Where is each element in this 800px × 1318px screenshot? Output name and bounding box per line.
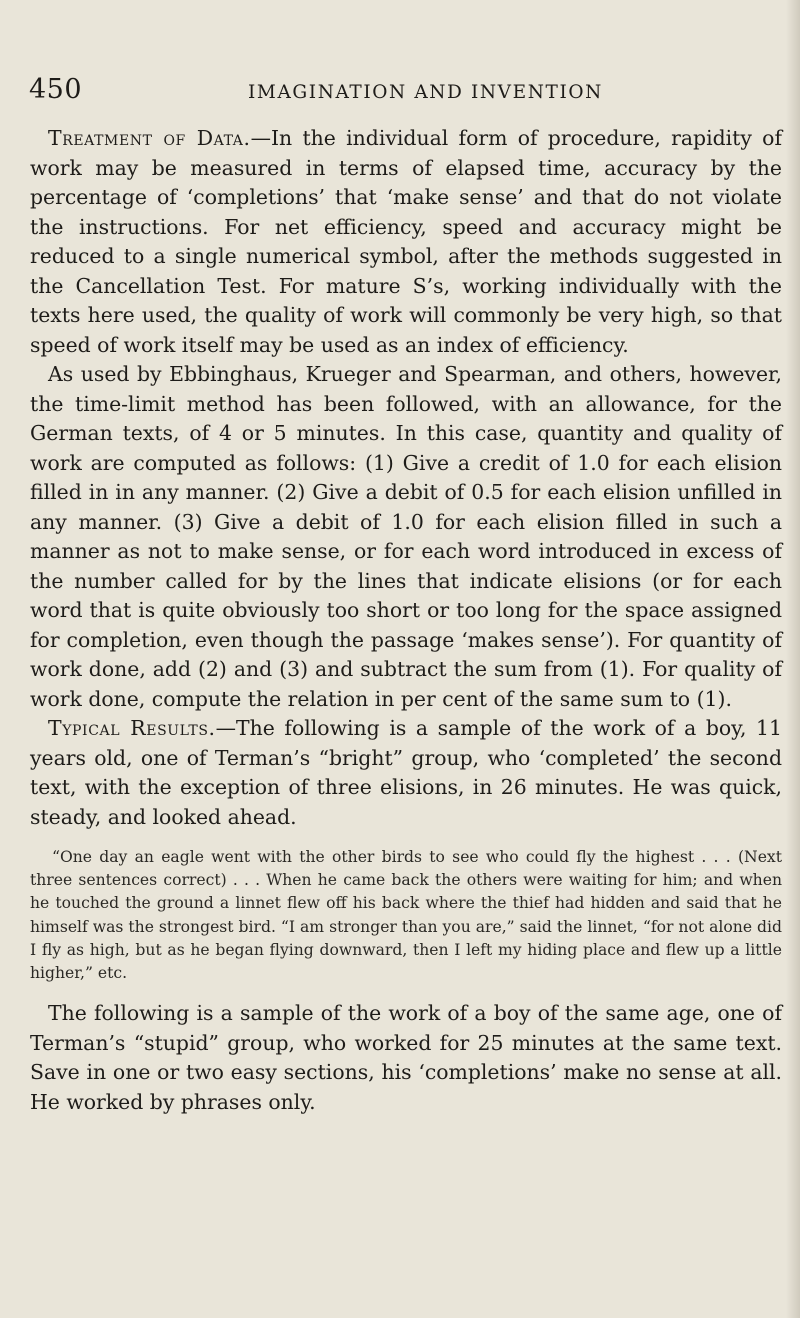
section-heading-typical-results: Typical Results. [48, 716, 216, 740]
page-number: 450 [29, 74, 83, 105]
running-title: IMAGINATION AND INVENTION [248, 82, 603, 103]
paragraph-time-limit-method: As used by Ebbinghaus, Krueger and Spearman, and others, however, the time-limit method has been followed, with an allowance, for the German texts, of 4 or 5 minutes. In this case, quantity and quality of work are computed as follows: (1) Give a credit of 1.0 for each elision filled in in any manner. (2) Give a debit of 0.5 for each elision unfilled in any manner. (3) Give a debit of 1.0 for each elision filled in such a manner as not to make sense, or for each word introduced in excess of the number called for by the lines that indicate elisions (or for each word that is quite obviously too short or too long for the space assigned for completion, even though the passage ‘makes sense’). For quantity of work done, add (2) and (3) and subtract the sum from (1). For quality of work done, compute the relation in per cent of the same sum to (1). [30, 362, 782, 711]
paragraph-stupid-sample: The following is a sample of the work of a boy of the same age, one of Terman’s “stupid” group, who worked for 25 minutes at the same text. Save in one or two easy sections, his ‘completions’ make no sense at all. He worked by phrases only. [30, 1001, 782, 1114]
paragraph-text: —The following is a sample of the work of a boy, 11 years old, one of Terman’s “bright” group, who ‘completed’ the second text, with the exception of three elisions, in 26 minutes. He was quick, steady, and looked ahead. [30, 716, 782, 829]
text-block [30, 124, 782, 1117]
paragraph-text: —In the individual form of procedure, rapidity of work may be measured in terms of elapsed time, accuracy by the percentage of ‘completions’ that ‘make sense’ and that do not violate the instructions. For net efficiency, speed and accuracy might be reduced to a single numerical symbol, after the methods suggested in the Cancellation Test. For mature S’s, working individually with the texts here used, the quality of work will commonly be very high, so that speed of work itself may be used as an index of efficiency. [30, 126, 782, 357]
block-quote-sample-bright: “One day an eagle went with the other birds to see who could fly the highest . . . (Next three sentences correct) . . . When he came back the others were waiting for him; and when he touched the ground a linnet flew off his back where the thief had hidden and said that he himself was the strongest bird. “I am stronger than you are,” said the linnet, “for not alone did I fly as high, but as he began flying downward, then I left my hiding place and flew up a little higher,” etc. [30, 848, 782, 983]
paragraph-typical-results [30, 714, 782, 832]
page-edge-shadow [786, 0, 800, 1318]
paragraph-treatment-of-data [30, 124, 782, 360]
section-heading-treatment-of-data: Treatment of Data. [48, 126, 251, 150]
running-head [29, 74, 789, 114]
